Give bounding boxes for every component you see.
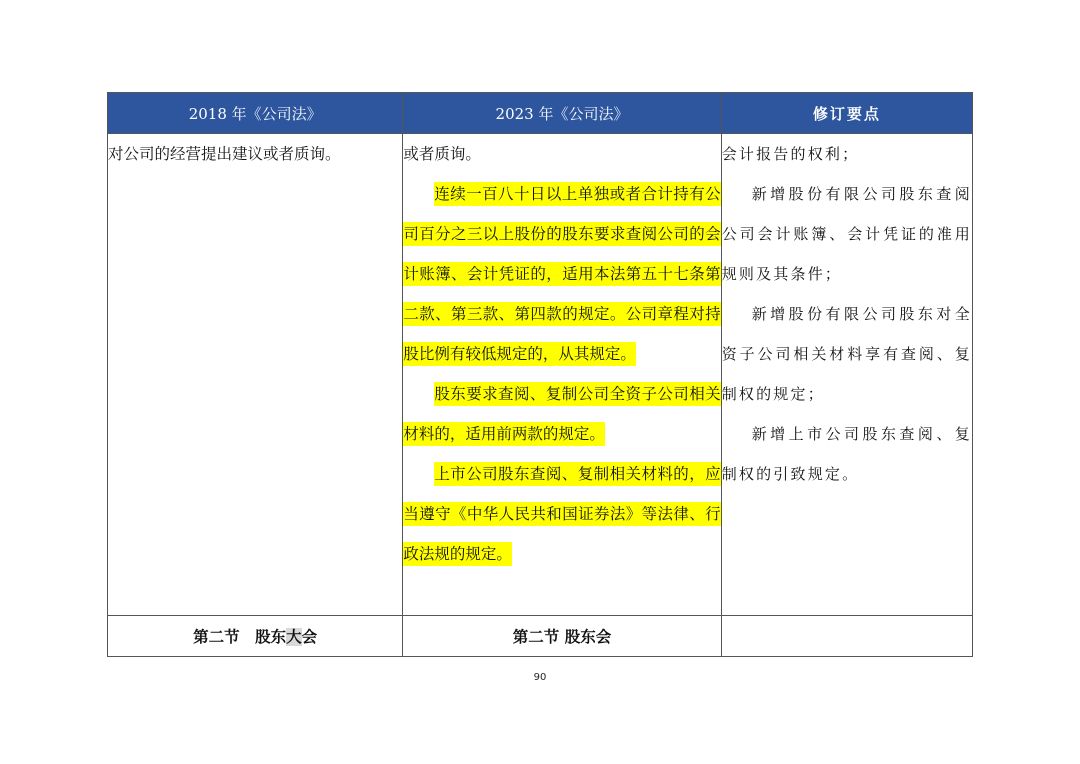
old-law-text: 对公司的经营提出建议或者质询。 [108, 145, 341, 163]
highlighted-text: 连续一百八十日以上单独或者合计持有公司百分之三以上股份的股东要求查阅公司的会计账簿、会计凭证的，适用本法第五十七条第二款、第三款、第四款的规定。公司章程对持股比例有较低规定的，从其规定。 [403, 182, 720, 366]
new-law-paragraph-3 [403, 454, 720, 574]
new-law-cell [403, 134, 721, 616]
new-law-paragraph-2 [403, 374, 720, 454]
revision-notes-cell [721, 134, 972, 616]
header-2023-law: 2023 年《公司法》 [403, 93, 721, 134]
new-law-paragraph-1 [403, 174, 720, 374]
notes-paragraph-1: 新增股份有限公司股东查阅公司会计账簿、会计凭证的准用规则及其条件； [721, 185, 972, 283]
gray-marked-char: 大 [286, 628, 302, 646]
highlighted-text: 股东要求查阅、复制公司全资子公司相关材料的，适用前两款的规定。 [403, 382, 720, 446]
section-title-new: 第二节 股东会 [403, 616, 721, 657]
new-law-lead: 或者质询。 [403, 145, 481, 163]
section-title-old: 第二节 股东大会 [108, 616, 403, 657]
header-revision-points: 修订要点 [721, 93, 972, 134]
page-number: 90 [533, 672, 547, 683]
highlighted-text: 上市公司股东查阅、复制相关材料的，应当遵守《中华人民共和国证券法》等法律、行政法规的规定。 [403, 462, 720, 566]
content-row [108, 134, 973, 616]
header-2018-law: 2018 年《公司法》 [108, 93, 403, 134]
notes-lead: 会计报告的权利； [721, 145, 860, 163]
table-header-row [108, 93, 973, 134]
section-title-row [108, 616, 973, 657]
section-title-notes [721, 616, 972, 657]
old-law-cell [108, 134, 403, 616]
law-comparison-table [107, 92, 973, 657]
notes-paragraph-3: 新增上市公司股东查阅、复制权的引致规定。 [721, 425, 972, 483]
notes-paragraph-2: 新增股份有限公司股东对全资子公司相关材料享有查阅、复制权的规定； [721, 305, 972, 403]
